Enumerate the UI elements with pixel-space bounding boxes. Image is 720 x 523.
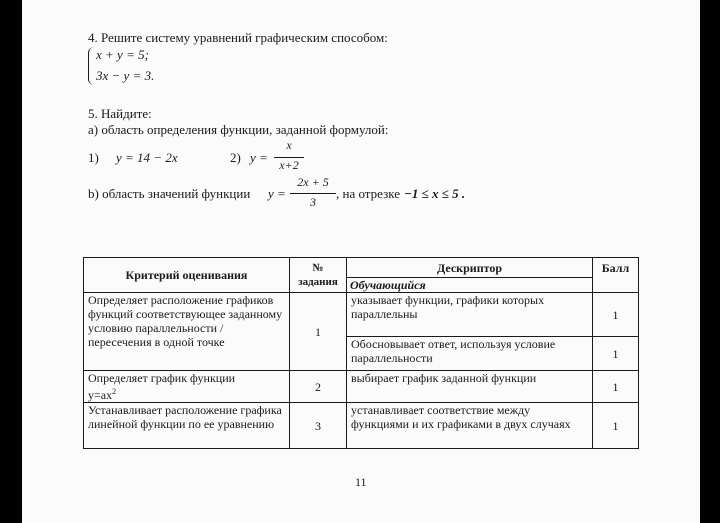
formula2-label: 2) (230, 150, 241, 165)
row2-criterion-text: Определяет график функции (88, 371, 236, 385)
table-header-row (84, 258, 639, 278)
header-task-number-word: задания (298, 276, 338, 288)
formula-b-fraction-bar (290, 193, 336, 194)
formula-b-lhs: y = (268, 186, 286, 201)
assessment-table (83, 257, 639, 449)
subheader-student: Обучающийся (347, 278, 593, 293)
task5-title: 5. Найдите: (88, 106, 152, 121)
interval: −1 ≤ x ≤ 5 . (404, 186, 466, 201)
task4-equation-1: x + y = 5; (96, 47, 149, 62)
task4-equation-2: 3x − y = 3. (96, 68, 155, 83)
formula2-numerator: x (286, 138, 292, 152)
task5-part-a: а) область определения функции, заданной формулой: (88, 122, 389, 137)
formula-b-numerator: 2x + 5 (297, 175, 329, 189)
formula1: y = 14 − 2x (116, 150, 178, 165)
header-descriptor: Дескриптор (347, 258, 593, 278)
row3-descriptor: устанавливает соответствие между функциями и их графиками в двух случаях (347, 403, 593, 449)
row2-criterion (84, 371, 290, 403)
row1-criterion: Определяет расположение графиков функций соответствующее заданному условию параллельности / пересечения в одной точке (84, 293, 290, 371)
task5-part-b: b) область значений функции (88, 186, 251, 201)
header-score: Балл (593, 258, 639, 293)
row2-criterion-exponent: 2 (112, 387, 117, 396)
row2-descriptor: выбирает график заданной функции (347, 371, 593, 403)
row2-task: 2 (290, 371, 347, 403)
formula1-label: 1) (88, 150, 99, 165)
row3-task: 3 (290, 403, 347, 449)
table-row (84, 293, 639, 337)
row1-score-2: 1 (593, 337, 639, 371)
row2-score: 1 (593, 371, 639, 403)
formula2-lhs: y = (250, 150, 268, 165)
task5-part-b-suffix: , на отрезке (336, 186, 400, 201)
row3-criterion: Устанавливает расположение графика линейной функции по ее уравнению (84, 403, 290, 449)
row2-criterion-formula: y=ax (88, 388, 113, 402)
table-row (84, 371, 639, 403)
header-criterion: Критерий оценивания (84, 258, 290, 293)
system-brace (88, 47, 95, 85)
formula2-denominator: x+2 (279, 158, 299, 172)
row1-task: 1 (290, 293, 347, 371)
row1-descriptor-2: Обосновывает ответ, используя условие параллельности (347, 337, 593, 371)
header-task-number (290, 258, 347, 293)
task4-title: 4. Решите систему уравнений графическим способом: (88, 30, 388, 45)
formula-b-denominator: 3 (310, 195, 316, 209)
row3-score: 1 (593, 403, 639, 449)
table-row (84, 403, 639, 449)
page-number: 11 (355, 475, 367, 489)
header-task-number-sign: № (312, 262, 324, 274)
row1-score-1: 1 (593, 293, 639, 337)
row1-descriptor-1: указывает функции, графики которых параллельны (347, 293, 593, 337)
